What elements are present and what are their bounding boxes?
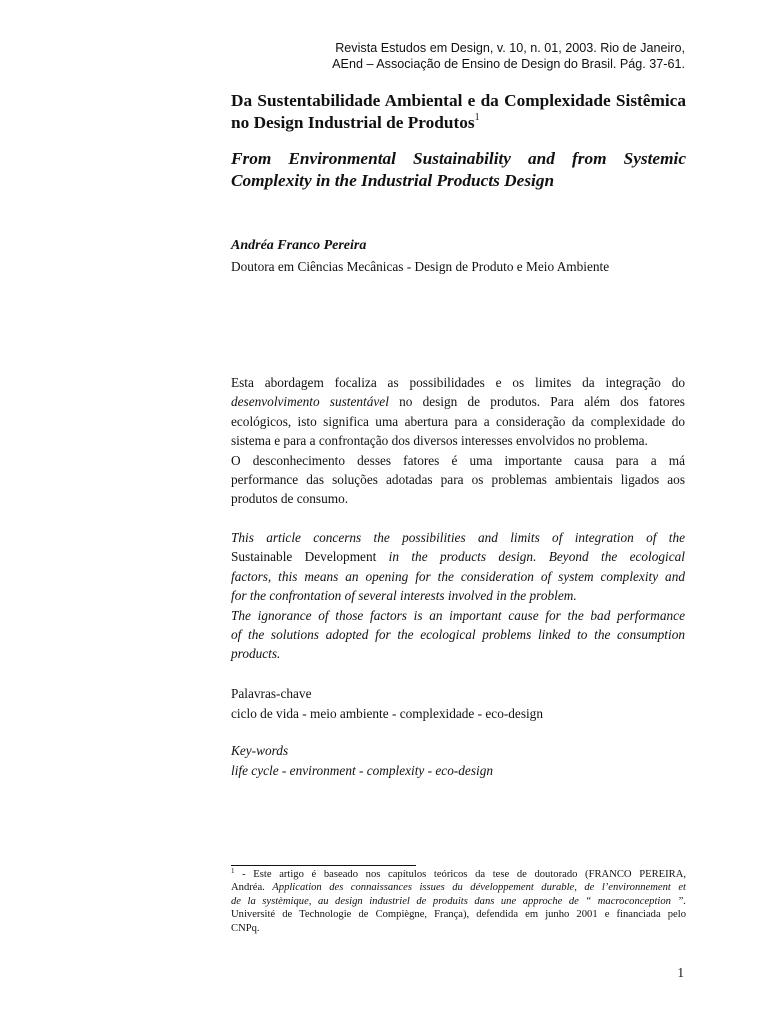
footnote-line: Université de Technologie de Compiègne, França), defendida em junho 2001 e financiada pelo — [231, 909, 686, 921]
author-name: Andréa Franco Pereira — [231, 238, 367, 253]
keywords-pt-label: Palavras-chave — [231, 686, 312, 701]
title-portuguese — [231, 90, 686, 134]
abstract-en-line: products. — [231, 646, 281, 662]
footnote-author: Andréa. — [231, 882, 273, 894]
abstract-pt-line — [231, 392, 685, 411]
abstract-pt-emphasis: desenvolvimento sustentável — [231, 394, 389, 410]
keywords-pt-value: ciclo de vida - meio ambiente - complexidade - eco-design — [231, 706, 543, 721]
abstract-en-line — [231, 547, 685, 566]
abstract-pt-line: O desconhecimento desses fatores é uma importante causa para a má — [231, 452, 685, 468]
journal-header-line1: Revista Estudos em Design, v. 10, n. 01, 2003. Rio de Janeiro, — [335, 41, 685, 55]
abstract-english — [231, 528, 685, 664]
page-number: 1 — [677, 965, 684, 980]
abstract-en-line: The ignorance of those factors is an important cause for the bad performance — [231, 607, 685, 623]
footnote — [231, 868, 686, 935]
footnote-marker: 1 — [231, 867, 235, 875]
footnote-line — [231, 868, 686, 881]
footnote-divider — [231, 865, 416, 866]
title-footnote-marker[interactable]: 1 — [474, 112, 480, 123]
abstract-en-upright-term: Sustainable Development — [231, 549, 377, 565]
keywords-en-value: life cycle - environment - complexity - eco-design — [231, 763, 493, 778]
keywords-en-label: Key-words — [231, 743, 289, 758]
keywords-english — [231, 741, 493, 781]
journal-header — [225, 40, 685, 72]
keywords-portuguese — [231, 684, 543, 724]
abstract-pt-line: Esta abordagem focaliza as possibilidades e os limites da integração do — [231, 375, 685, 390]
abstract-pt-line: produtos de consumo. — [231, 491, 349, 507]
author-role: Doutora em Ciências Mecânicas - Design de Produto e Meio Ambiente — [231, 259, 610, 274]
footnote-line-text: - Este artigo é baseado nos capítulos teóricos da tese de doutorado (FRANCO PEREIRA, — [234, 869, 686, 880]
abstract-pt-line: performance das soluções adotadas para os problemas ambientais ligados aos — [231, 472, 685, 488]
abstract-portuguese — [231, 373, 685, 509]
abstract-en-line: for the confrontation of several interests involved in the problem. — [231, 588, 577, 604]
abstract-pt-line: ecológicos, isto significa uma abertura para a consideração da complexidade do — [231, 413, 685, 429]
abstract-en-line-rest: in the products design. Beyond the ecological — [376, 549, 685, 565]
abstract-en-line: of the solutions adopted for the ecological problems linked to the consumption — [231, 627, 685, 643]
footnote-line — [231, 881, 686, 894]
footnote-thesis-title-cont: de la systèmique, au design industriel de produits dans une approche de “ macroconception ”. — [231, 895, 686, 907]
abstract-pt-line-rest: no design de produtos. Para além dos fatores — [388, 394, 685, 410]
abstract-pt-line: sistema e para a confrontação dos diversos interesses envolvidos no problema. — [231, 433, 648, 449]
footnote-thesis-title: Application des connaissances issues du développement durable, de l’environnement et — [272, 882, 686, 894]
abstract-en-line: This article concerns the possibilities and limits of integration of the — [231, 530, 685, 545]
title-portuguese-text: Da Sustentabilidade Ambiental e da Complexidade Sistêmica no Design Industrial de Produtos — [231, 91, 686, 132]
footnote-line: CNPq. — [231, 922, 260, 934]
footnote-line — [231, 895, 686, 908]
abstract-en-line: factors, this means an opening for the consideration of system complexity and — [231, 568, 685, 584]
journal-header-line2: AEnd – Associação de Ensino de Design do Brasil. Pág. 37-61. — [332, 57, 685, 71]
title-english: From Environmental Sustainability and from Systemic Complexity in the Industrial Products Design — [231, 149, 686, 190]
